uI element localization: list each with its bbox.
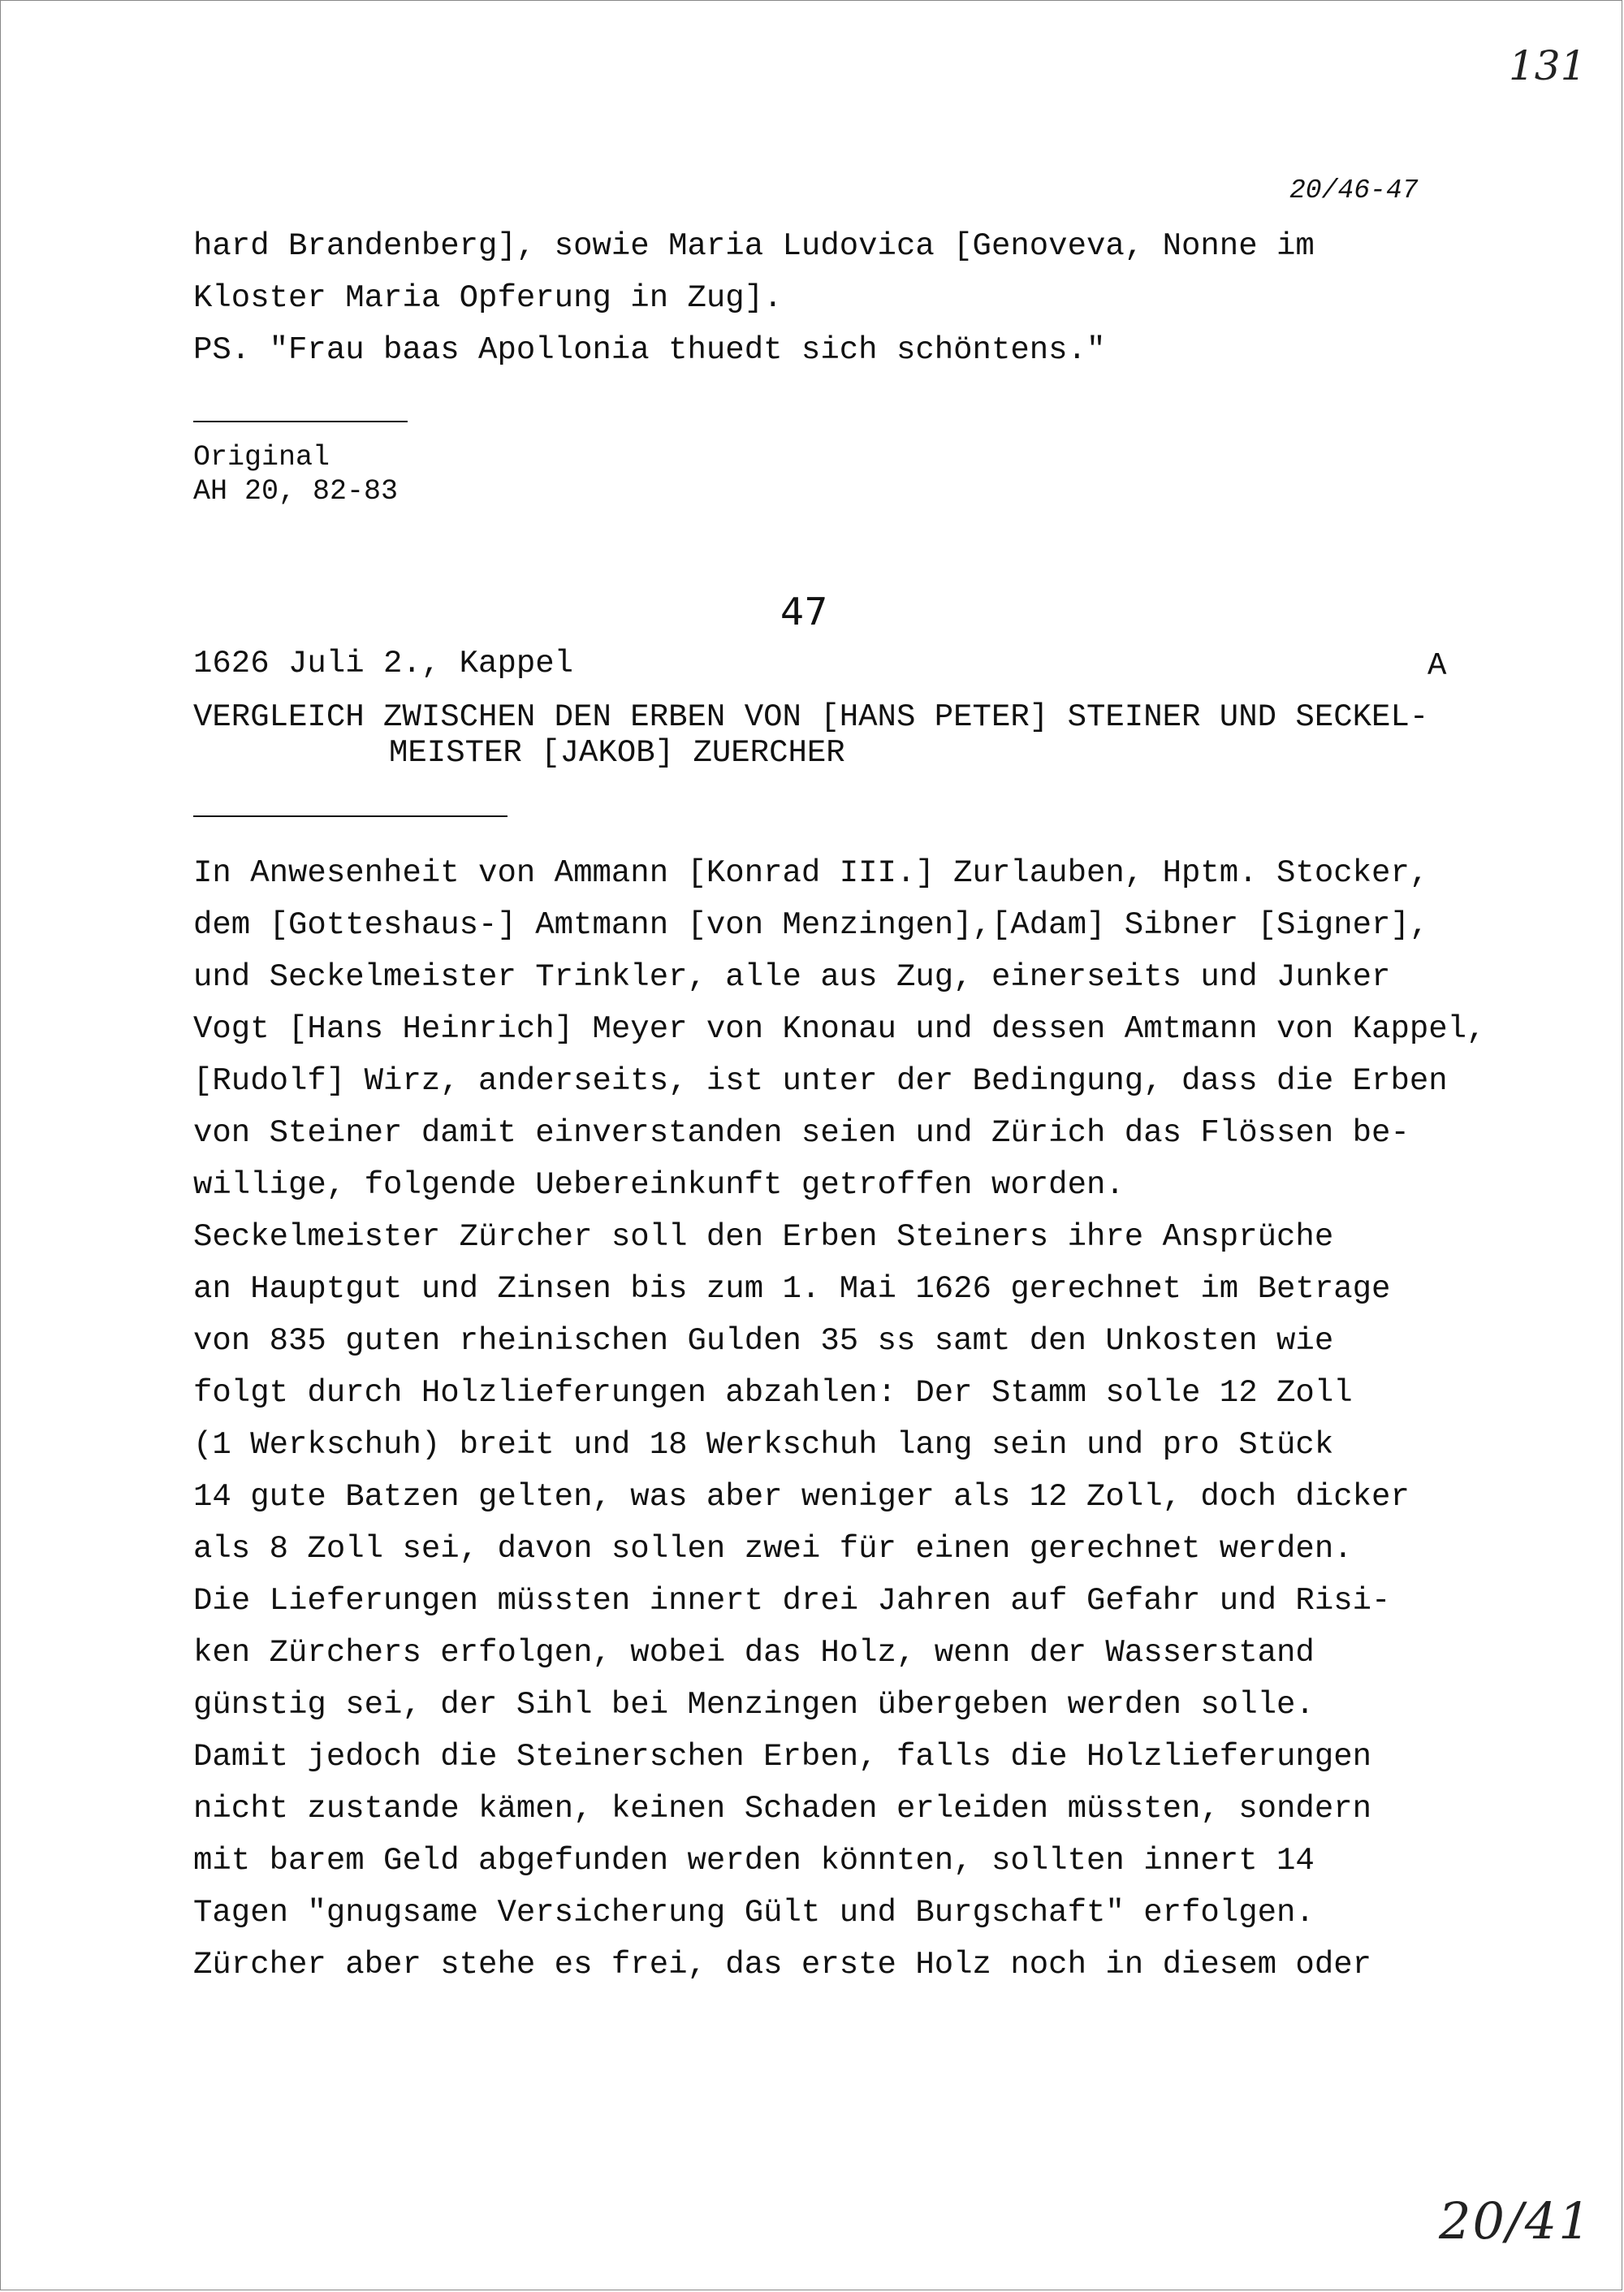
source-archive: AH 20, 82-83 <box>193 475 399 508</box>
body-line: Tagen "gnugsame Versicherung Gült und Burgschaft" erfolgen. <box>193 1895 1315 1931</box>
body-line: Damit jedoch die Steinerschen Erben, falls die Holzlieferungen <box>193 1739 1372 1775</box>
document-title-line: VERGLEICH ZWISCHEN DEN ERBEN VON [HANS PETER] STEINER UND SECKEL- <box>193 699 1429 735</box>
body-line: mit barem Geld abgefunden werden könnten, sollten innert 14 <box>193 1843 1315 1879</box>
body-line: folgt durch Holzlieferungen abzahlen: Der Stamm solle 12 Zoll <box>193 1375 1353 1411</box>
prev-entry-line: PS. "Frau baas Apollonia thuedt sich schöntens." <box>193 332 1106 368</box>
body-line: nicht zustande kämen, keinen Schaden erleiden müssten, sondern <box>193 1791 1372 1827</box>
source-type: Original <box>193 441 330 474</box>
body-line: willige, folgende Uebereinkunft getroffen worden. <box>193 1167 1125 1203</box>
body-line: an Hauptgut und Zinsen bis zum 1. Mai 1626 gerechnet im Betrage <box>193 1271 1391 1307</box>
body-line: In Anwesenheit von Ammann [Konrad III.] Zurlauben, Hptm. Stocker, <box>193 855 1429 891</box>
body-line: günstig sei, der Sihl bei Menzingen übergeben werden solle. <box>193 1687 1315 1723</box>
document-marker: A <box>1427 648 1447 684</box>
body-line: und Seckelmeister Trinkler, alle aus Zug, einerseits und Junker <box>193 959 1391 995</box>
reference-number: 20/46-47 <box>1289 175 1419 205</box>
handwritten-page-number: 131 <box>1509 42 1587 89</box>
date-place: 1626 Juli 2., Kappel <box>193 646 574 681</box>
prev-entry-line: Kloster Maria Opferung in Zug]. <box>193 280 783 316</box>
body-line: dem [Gotteshaus-] Amtmann [von Menzingen],[Adam] Sibner [Signer], <box>193 907 1429 943</box>
prev-entry-line: hard Brandenberg], sowie Maria Ludovica [Genoveva, Nonne im <box>193 228 1315 264</box>
body-line: Seckelmeister Zürcher soll den Erben Steiners ihre Ansprüche <box>193 1219 1334 1255</box>
body-line: 14 gute Batzen gelten, was aber weniger als 12 Zoll, doch dicker <box>193 1479 1410 1515</box>
handwritten-archive-number: 20/41 <box>1439 2191 1592 2251</box>
body-line: von Steiner damit einverstanden seien und Zürich das Flössen be- <box>193 1115 1410 1151</box>
title-separator-rule <box>193 815 508 817</box>
body-line: Vogt [Hans Heinrich] Meyer von Knonau und dessen Amtmann von Kappel, <box>193 1011 1486 1047</box>
document-title-line: MEISTER [JAKOB] ZUERCHER <box>389 735 845 771</box>
body-line: als 8 Zoll sei, davon sollen zwei für einen gerechnet werden. <box>193 1531 1353 1567</box>
body-line: ken Zürchers erfolgen, wobei das Holz, wenn der Wasserstand <box>193 1635 1315 1671</box>
body-line: Zürcher aber stehe es frei, das erste Holz noch in diesem oder <box>193 1947 1372 1983</box>
source-separator-rule <box>193 421 408 422</box>
body-line: (1 Werkschuh) breit und 18 Werkschuh lang sein und pro Stück <box>193 1427 1334 1463</box>
body-line: [Rudolf] Wirz, anderseits, ist unter der Bedingung, dass die Erben <box>193 1063 1448 1099</box>
body-line: Die Lieferungen müssten innert drei Jahren auf Gefahr und Risi- <box>193 1583 1391 1619</box>
document-number: 47 <box>780 590 828 634</box>
body-line: von 835 guten rheinischen Gulden 35 ss samt den Unkosten wie <box>193 1323 1334 1359</box>
